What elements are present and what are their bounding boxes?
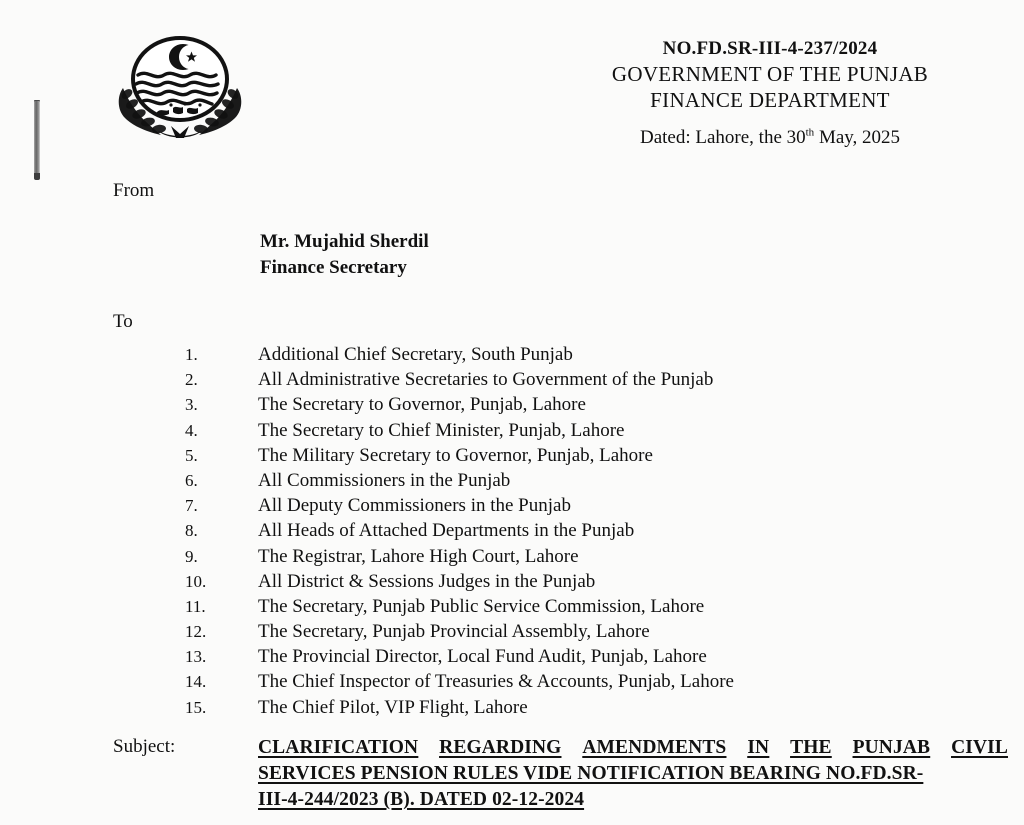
from-block (260, 229, 429, 281)
file-number: NO.FD.SR-III-4-237/2024 (662, 38, 878, 59)
list-item-label: The Chief Inspector of Treasuries & Accounts, Punjab, Lahore (258, 671, 734, 693)
list-item-label: All District & Sessions Judges in the Punjab (258, 570, 596, 592)
subject-label: Subject: (113, 736, 176, 757)
list-item-number: 1. (185, 345, 198, 364)
list-item-number: 13. (185, 647, 207, 667)
list-item (185, 546, 1005, 571)
list-item-number: 8. (185, 521, 198, 541)
list-item-label: All Administrative Secretaries to Government of the Punjab (258, 369, 714, 391)
list-item-label: All Heads of Attached Departments in the Punjab (258, 520, 635, 542)
list-item-number: 2. (185, 370, 198, 390)
subject-text (258, 735, 1008, 813)
sender-designation: Finance Secretary (260, 257, 407, 278)
dated-ordinal: th (805, 126, 815, 139)
subject-line-1 (258, 735, 1008, 761)
list-item (185, 470, 1005, 495)
list-item (185, 445, 1005, 470)
dated-suffix: May, 2025 (814, 127, 901, 148)
subject-word: REGARDING (439, 737, 562, 758)
department-line: FINANCE DEPARTMENT (650, 88, 890, 112)
list-item (185, 697, 1005, 722)
letter-header (0, 0, 1024, 160)
punjab-government-emblem-icon (113, 22, 247, 146)
subject-line-3: III-4-244/2023 (B). DATED 02-12-2024 (258, 789, 585, 810)
list-item-label: All Deputy Commissioners in the Punjab (258, 495, 571, 517)
list-item (185, 596, 1005, 621)
list-item (185, 520, 1005, 545)
list-item (185, 621, 1005, 646)
government-line: GOVERNMENT OF THE PUNJAB (611, 62, 929, 86)
list-item (185, 571, 1005, 596)
subject-word: AMENDMENTS (582, 737, 727, 758)
list-item-number: 7. (185, 496, 198, 516)
recipient-list (185, 344, 1005, 722)
subject-word: THE (790, 737, 832, 758)
list-item (185, 495, 1005, 520)
list-item-number: 10. (185, 571, 207, 591)
list-item-label: The Secretary to Governor, Punjab, Lahore (258, 394, 586, 416)
list-item-label: The Military Secretary to Governor, Punjab, Lahore (258, 444, 653, 466)
list-item (185, 671, 1005, 696)
subject-word: PUNJAB (852, 737, 931, 758)
list-item-label: The Provincial Director, Local Fund Audit, Punjab, Lahore (258, 646, 707, 668)
list-item-label: All Commissioners in the Punjab (258, 469, 511, 491)
subject-line-2: SERVICES PENSION RULES VIDE NOTIFICATION BEARING NO.FD.SR- (258, 763, 924, 784)
list-item (185, 344, 1005, 369)
list-item-label: Additional Chief Secretary, South Punjab (258, 344, 573, 365)
sender-name: Mr. Mujahid Sherdil (260, 231, 429, 252)
list-item-number: 6. (185, 470, 198, 490)
list-item-label: The Secretary to Chief Minister, Punjab, Lahore (258, 419, 625, 441)
list-item-label: The Registrar, Lahore High Court, Lahore (258, 545, 579, 567)
letterhead-text-block (560, 36, 980, 150)
list-item-label: The Chief Pilot, VIP Flight, Lahore (258, 696, 528, 718)
list-item-number: 4. (185, 420, 198, 440)
list-item-number: 11. (185, 596, 206, 616)
list-item (185, 369, 1005, 394)
list-item-label: The Secretary, Punjab Provincial Assembly, Lahore (258, 621, 650, 643)
list-item-number: 15. (185, 697, 207, 717)
list-item-number: 3. (185, 395, 198, 415)
list-item (185, 420, 1005, 445)
subject-word: IN (747, 737, 770, 758)
list-item-number: 14. (185, 672, 207, 692)
subject-word: CIVIL (951, 737, 1008, 758)
list-item (185, 646, 1005, 671)
list-item-number: 5. (185, 445, 198, 465)
list-item-label: The Secretary, Punjab Public Service Commission, Lahore (258, 595, 705, 617)
dated-prefix: Dated: Lahore, the 30 (639, 127, 806, 148)
subject-word: CLARIFICATION (258, 737, 419, 758)
list-item (185, 394, 1005, 419)
list-item-number: 9. (185, 546, 198, 566)
list-item-number: 12. (185, 622, 207, 642)
dated-line (560, 126, 980, 150)
to-label: To (113, 311, 133, 332)
from-label: From (113, 180, 155, 201)
